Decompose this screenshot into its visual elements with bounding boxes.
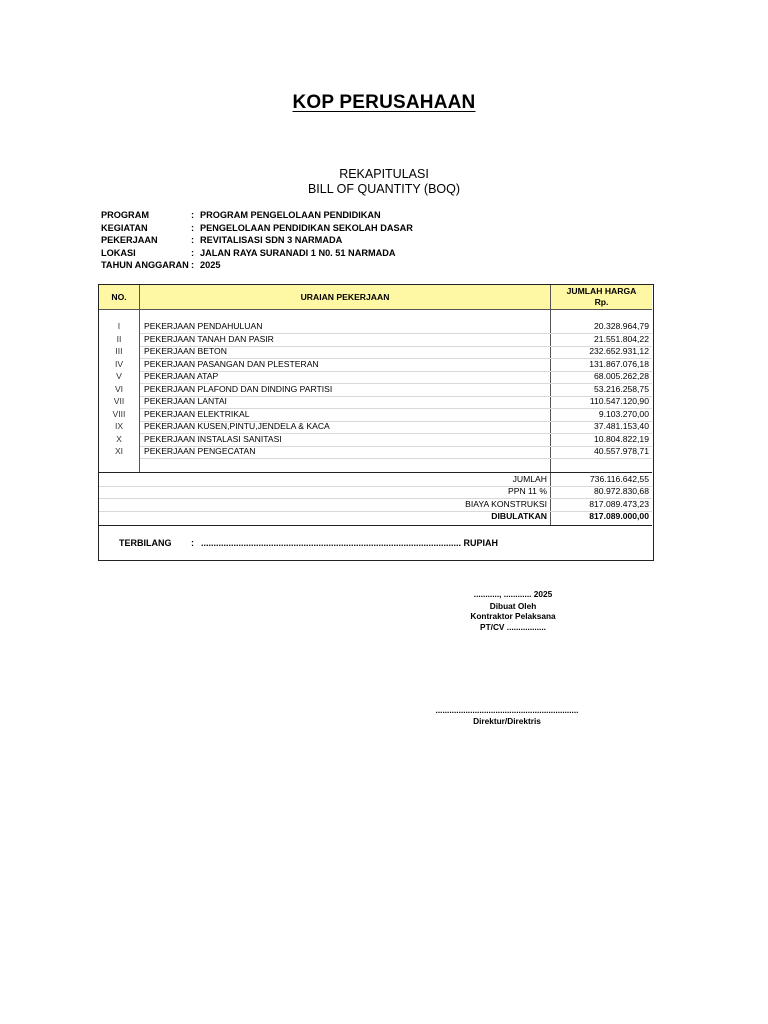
row-description: PEKERJAAN ATAP	[144, 371, 219, 381]
row-number: VI	[114, 383, 124, 394]
signature-company: PT/CV .................	[480, 621, 546, 632]
row-number: XI	[114, 446, 124, 456]
header-amount-line-1: JUMLAH HARGA	[566, 286, 637, 296]
info-colon: :	[191, 235, 195, 246]
total-gridline	[99, 511, 652, 512]
row-number: VII	[113, 396, 125, 406]
info-row	[101, 259, 413, 272]
total-amount: 736.116.642,55	[589, 474, 649, 484]
total-label: PPN 11 %	[507, 486, 547, 497]
signature-made-by: Dibuat Oleh	[489, 600, 537, 611]
col-divider-amount	[550, 285, 551, 525]
info-colon: :	[191, 260, 195, 271]
doc-title-line-2: BILL OF QUANTITY (BOQ)	[307, 182, 461, 196]
document-title	[0, 167, 768, 197]
terbilang-colon: :	[191, 538, 194, 548]
header-amount-line-2: Rp.	[594, 297, 609, 307]
info-key: PROGRAM	[101, 210, 149, 220]
doc-title-line-1: REKAPITULASI	[339, 167, 429, 181]
row-description: PEKERJAAN PENDAHULUAN	[144, 321, 263, 331]
totals-top-border	[99, 472, 652, 473]
row-gridline	[140, 458, 652, 459]
header-divider	[99, 309, 652, 310]
row-number: VIII	[112, 408, 126, 419]
total-label: BIAYA KONSTRUKSI	[465, 498, 547, 509]
header-amount	[551, 286, 652, 307]
info-row	[101, 209, 413, 222]
row-amount: 40.557.978,71	[594, 446, 649, 456]
total-label: DIBULATKAN	[491, 511, 547, 522]
row-amount: 68.005.262,28	[594, 371, 649, 381]
signature-role: Kontraktor Pelaksana	[470, 611, 556, 621]
row-amount: 131.867.076,18	[589, 358, 649, 369]
signatory-block	[427, 705, 587, 726]
info-value: PENGELOLAAN PENDIDIKAN SEKOLAH DASAR	[200, 222, 413, 233]
row-amount: 20.328.964,79	[594, 321, 649, 331]
info-row	[101, 222, 413, 235]
row-description: PEKERJAAN PLAFOND DAN DINDING PARTISI	[144, 383, 333, 394]
row-number: I	[117, 321, 121, 331]
row-number: IX	[114, 421, 124, 431]
totals-bottom-border	[99, 525, 652, 526]
total-amount: 817.089.000,00	[589, 511, 649, 522]
total-amount: 817.089.473,23	[589, 498, 649, 509]
info-row	[101, 247, 413, 260]
row-amount: 232.652.931,12	[589, 346, 649, 356]
row-description: PEKERJAAN BETON	[144, 346, 227, 356]
row-description: PEKERJAAN PENGECATAN	[144, 446, 256, 456]
row-amount: 21.551.804,22	[594, 333, 649, 344]
info-key: PEKERJAAN	[101, 235, 158, 246]
row-number: V	[116, 371, 122, 381]
info-key: TAHUN ANGGARAN	[101, 260, 189, 271]
info-colon: :	[191, 247, 195, 258]
row-amount: 9.103.270,00	[598, 408, 649, 419]
info-colon: :	[191, 210, 195, 220]
row-number: III	[115, 346, 123, 356]
total-amount: 80.972.830,68	[594, 486, 649, 497]
info-value: JALAN RAYA SURANADI 1 N0. 51 NARMADA	[200, 247, 396, 258]
row-number: II	[116, 333, 122, 344]
row-description: PEKERJAAN TANAH DAN PASIR	[144, 333, 274, 344]
row-amount: 10.804.822,19	[594, 433, 649, 444]
total-label: JUMLAH	[512, 474, 547, 484]
row-description: PEKERJAAN KUSEN,PINTU,JENDELA & KACA	[144, 421, 330, 431]
row-description: PEKERJAAN PASANGAN DAN PLESTERAN	[144, 358, 319, 369]
header-no: NO.	[111, 292, 127, 302]
row-amount: 37.481.153,40	[594, 421, 649, 431]
row-description: PEKERJAAN INSTALASI SANITASI	[144, 433, 282, 444]
total-gridline	[99, 498, 652, 499]
project-info	[101, 209, 413, 272]
signature-date: ..........., ............ 2025	[473, 589, 553, 599]
signature-block	[433, 589, 593, 632]
row-description: PEKERJAAN ELEKTRIKAL	[144, 408, 250, 419]
info-key: LOKASI	[101, 247, 136, 258]
terbilang-label: TERBILANG	[119, 538, 172, 548]
row-amount: 53.216.258,75	[594, 383, 649, 394]
row-amount: 110.547.120,90	[589, 396, 649, 406]
signatory-title: Direktur/Direktris	[473, 715, 541, 726]
info-value: 2025	[200, 260, 221, 271]
total-gridline	[99, 486, 652, 487]
signatory-name-line: ..............................................................	[435, 705, 579, 715]
info-row	[101, 234, 413, 247]
boq-summary-table	[98, 284, 654, 561]
row-number: X	[116, 433, 122, 444]
info-value: PROGRAM PENGELOLAAN PENDIDIKAN	[200, 210, 381, 220]
info-key: KEGIATAN	[101, 222, 148, 233]
col-divider-no	[139, 285, 140, 472]
info-value: REVITALISASI SDN 3 NARMADA	[200, 235, 343, 246]
terbilang-value: ........................................................................................................ RUPIAH	[201, 538, 499, 548]
company-letterhead-title: KOP PERUSAHAAN	[292, 92, 476, 113]
info-colon: :	[191, 222, 195, 233]
row-number: IV	[114, 358, 124, 369]
header-description: URAIAN PEKERJAAN	[300, 292, 390, 302]
row-description: PEKERJAAN LANTAI	[144, 396, 227, 406]
